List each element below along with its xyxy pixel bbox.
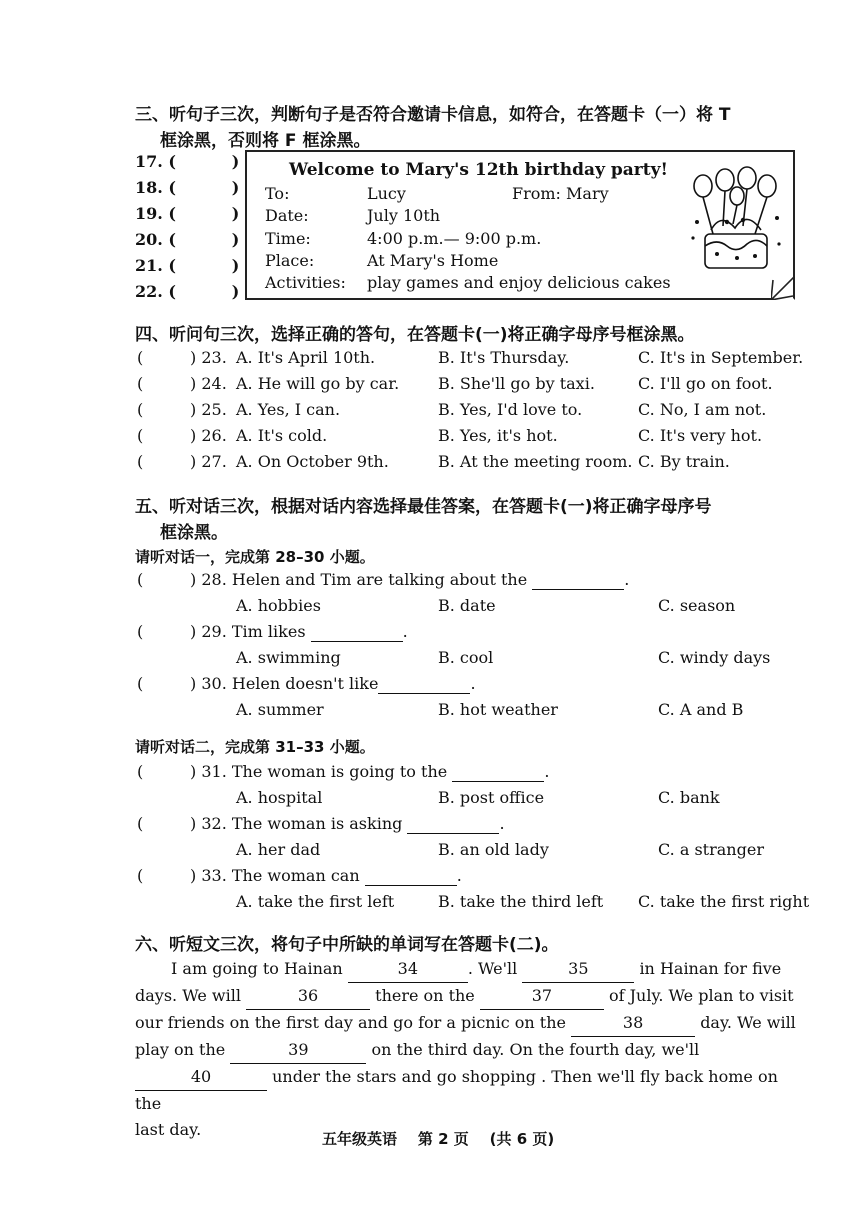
q33-option-c: C. take the first right xyxy=(638,892,810,911)
item-20: 20. ( ) xyxy=(135,230,240,249)
q27-paren: ( xyxy=(137,452,144,471)
q26-number: ) 26. xyxy=(190,426,227,445)
blank-37[interactable]: 37 xyxy=(480,983,604,1010)
item-22: 22. ( ) xyxy=(135,282,240,301)
birthday-cake-balloons-icon xyxy=(687,164,787,284)
card-place-value: At Mary's Home xyxy=(367,251,499,270)
q32-paren: ( xyxy=(137,814,144,833)
q23-number: ) 23. xyxy=(190,348,227,367)
q25-option-a: A. Yes, I can. xyxy=(236,400,341,419)
item-17: 17. ( ) xyxy=(135,152,240,171)
q27-option-c: C. By train. xyxy=(638,452,730,471)
q23-option-c: C. It's in September. xyxy=(638,348,804,367)
item-21: 21. ( ) xyxy=(135,256,240,275)
section6-title: 六、听短文三次，将句子中所缺的单词写在答题卡(二)。 xyxy=(135,935,559,955)
q28-option-a: A. hobbies xyxy=(236,596,321,615)
q32-stem: ) 32. The woman is asking . xyxy=(190,814,505,833)
q23-paren: ( xyxy=(137,348,144,367)
blank-39[interactable]: 39 xyxy=(230,1037,366,1064)
card-place-label: Place: xyxy=(265,251,315,270)
card-activities-label: Activities: xyxy=(265,273,346,292)
q24-paren: ( xyxy=(137,374,144,393)
q30-option-b: B. hot weather xyxy=(438,700,558,719)
passage-line-4: play on the 39 on the third day. On the fourth day, we'll xyxy=(135,1037,807,1064)
q28-paren: ( xyxy=(137,570,144,589)
section4-title: 四、听问句三次，选择正确的答句，在答题卡(一)将正确字母序号框涂黑。 xyxy=(135,325,695,345)
page-footer: 五年级英语 第 2 页 (共 6 页) xyxy=(322,1130,555,1148)
q24-option-c: C. I'll go on foot. xyxy=(638,374,773,393)
q28-option-b: B. date xyxy=(438,596,496,615)
q26-option-b: B. Yes, it's hot. xyxy=(438,426,558,445)
q29-option-c: C. windy days xyxy=(658,648,771,667)
card-from: From: Mary xyxy=(512,184,609,203)
item-19: 19. ( ) xyxy=(135,204,240,223)
q33-option-b: B. take the third left xyxy=(438,892,604,911)
passage-line-3: our friends on the first day and go for a picnic on the 38 day. We will xyxy=(135,1010,807,1037)
q25-option-c: C. No, I am not. xyxy=(638,400,767,419)
q31-paren: ( xyxy=(137,762,144,781)
section3-title-line1: 三、听句子三次，判断句子是否符合邀请卡信息，如符合，在答题卡（一）将 T xyxy=(135,105,731,125)
passage-line-2: days. We will 36 there on the 37 of July. We plan to visit xyxy=(135,983,807,1010)
card-heading: Welcome to Mary's 12th birthday party! xyxy=(289,160,668,180)
blank-35[interactable]: 35 xyxy=(522,956,634,983)
blank-40[interactable]: 40 xyxy=(135,1064,267,1091)
card-fold-line-icon xyxy=(771,276,795,300)
q29-option-b: B. cool xyxy=(438,648,494,667)
q29-option-a: A. swimming xyxy=(236,648,341,667)
q33-paren: ( xyxy=(137,866,144,885)
q26-option-a: A. It's cold. xyxy=(236,426,328,445)
q31-option-a: A. hospital xyxy=(236,788,323,807)
q32-option-a: A. her dad xyxy=(236,840,321,859)
q24-option-b: B. She'll go by taxi. xyxy=(438,374,595,393)
blank-34[interactable]: 34 xyxy=(348,956,468,983)
passage-line-6: last day. xyxy=(135,1120,202,1139)
card-to-value: Lucy xyxy=(367,184,406,203)
q29-stem: ) 29. Tim likes . xyxy=(190,622,408,641)
section6-passage xyxy=(135,956,807,1143)
q23-option-b: B. It's Thursday. xyxy=(438,348,570,367)
card-activities-value: play games and enjoy delicious cakes xyxy=(367,273,671,292)
q26-paren: ( xyxy=(137,426,144,445)
q31-option-c: C. bank xyxy=(658,788,720,807)
q26-option-c: C. It's very hot. xyxy=(638,426,763,445)
q25-paren: ( xyxy=(137,400,144,419)
q23-option-a: A. It's April 10th. xyxy=(236,348,376,367)
q27-option-b: B. At the meeting room. xyxy=(438,452,633,471)
card-date-label: Date: xyxy=(265,206,309,225)
q32-option-c: C. a stranger xyxy=(658,840,764,859)
q31-stem: ) 31. The woman is going to the . xyxy=(190,762,550,781)
section5-title-line1: 五、听对话三次，根据对话内容选择最佳答案，在答题卡(一)将正确字母序号 xyxy=(135,497,712,517)
section5-sub1: 请听对话一，完成第 28–30 小题。 xyxy=(135,548,375,566)
invitation-card xyxy=(245,150,795,300)
card-to-label: To: xyxy=(265,184,290,203)
card-time-label: Time: xyxy=(265,229,311,248)
q32-option-b: B. an old lady xyxy=(438,840,549,859)
q25-number: ) 25. xyxy=(190,400,227,419)
section5-title-line2: 框涂黑。 xyxy=(160,523,228,543)
card-date-value: July 10th xyxy=(367,206,441,225)
q33-option-a: A. take the first left xyxy=(236,892,395,911)
q25-option-b: B. Yes, I'd love to. xyxy=(438,400,583,419)
q33-stem: ) 33. The woman can . xyxy=(190,866,462,885)
q28-option-c: C. season xyxy=(658,596,736,615)
q24-option-a: A. He will go by car. xyxy=(236,374,400,393)
q30-stem: ) 30. Helen doesn't like . xyxy=(190,674,476,693)
q27-number: ) 27. xyxy=(190,452,227,471)
section5-sub2: 请听对话二，完成第 31–33 小题。 xyxy=(135,738,375,756)
q30-paren: ( xyxy=(137,674,144,693)
passage-line-5: 40 under the stars and go shopping . Then we'll fly back home on the xyxy=(135,1064,807,1117)
blank-36[interactable]: 36 xyxy=(246,983,370,1010)
blank-38[interactable]: 38 xyxy=(571,1010,695,1037)
q30-option-a: A. summer xyxy=(236,700,324,719)
q24-number: ) 24. xyxy=(190,374,227,393)
q30-option-c: C. A and B xyxy=(658,700,744,719)
passage-line-1: I am going to Hainan 34 . We'll 35 in Hainan for five xyxy=(135,956,807,983)
q28-stem: ) 28. Helen and Tim are talking about the . xyxy=(190,570,630,589)
card-time-value: 4:00 p.m.— 9:00 p.m. xyxy=(367,229,542,248)
q29-paren: ( xyxy=(137,622,144,641)
item-18: 18. ( ) xyxy=(135,178,240,197)
section3-title-line2: 框涂黑，否则将 F 框涂黑。 xyxy=(160,131,371,151)
q31-option-b: B. post office xyxy=(438,788,545,807)
q27-option-a: A. On October 9th. xyxy=(236,452,389,471)
